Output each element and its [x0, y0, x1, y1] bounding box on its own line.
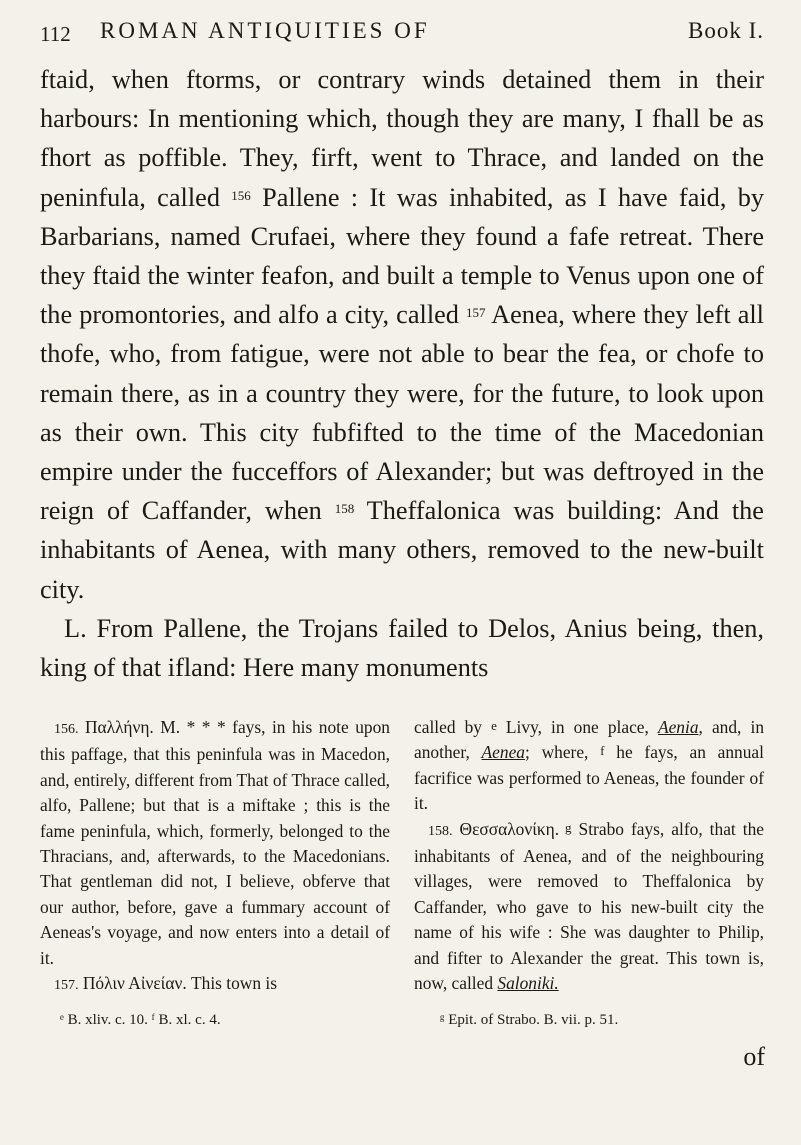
note-156 [40, 715, 390, 971]
footnote-ref-f: f [600, 743, 605, 759]
note-ref-158: 158 [334, 501, 355, 517]
greek-term: Παλλήνη. [85, 717, 154, 737]
text-run: Pallene : It was inhabited, as I have faid, by Barbarians, named Crufaei, where they found a fafe retreat. There they ftaid the winter feafon, and built a temple to Venus upon one of the promontories, and alfo a city, called [40, 182, 764, 330]
page-number: 112 [40, 22, 71, 46]
note-158 [414, 817, 764, 997]
notes-left-column [40, 715, 390, 998]
italic-term: Saloniki. [497, 973, 559, 994]
footnote-left: ᵉ B. xliv. c. 10. ᶠ B. xl. c. 4. [60, 1012, 221, 1028]
footnote-right: ᵍ Epit. of Strabo. B. vii. p. 51. [440, 1012, 619, 1028]
note-text: , and, in another, [414, 717, 765, 763]
note-number: 156. [54, 722, 79, 737]
footnote-ref-e: e [491, 718, 497, 733]
text-run: Theffalonica was building: And the inhabitants of Aenea, with many others, removed to the new-built city. [40, 496, 764, 604]
note-157-continued [414, 715, 764, 817]
running-title: ROMAN ANTIQUITIES OF [100, 18, 430, 43]
note-ref-157: 157 [466, 305, 486, 321]
main-text [40, 60, 764, 687]
note-text: M. * * * fays, in his note upon this paffage, that this peninfula was in Macedon, and, entirely, different from That of Thrace called, alfo, Pallene; but that is a miftake ; this is the fame peninfula, which, formerly, belonged to the Thracians, and, afterwards, to the Macedonians. That gentleman did not, I believe, obferve that our author, before, gave a fummary account of Aeneas's voyage, and now enters into a detail of it. [40, 717, 390, 968]
note-ref-156: 156 [231, 187, 251, 203]
greek-term: Πόλιν Αἰνείαν. [82, 973, 187, 994]
catchword: of [743, 1042, 765, 1071]
note-number: 157. [54, 978, 79, 994]
notes-right-column [414, 715, 764, 996]
paragraph-2: L. From Pallene, the Trojans failed to Delos, Anius being, then, king of that ifland: Here many monuments [40, 613, 764, 683]
note-text: This town is [186, 973, 278, 994]
page-header [40, 14, 764, 54]
italic-term: Aenea [481, 742, 525, 763]
book-label: Book I. [688, 18, 764, 43]
note-text: he fays, an annual facrifice was performed to Aeneas, the founder of it. [414, 742, 764, 814]
footnote-ref-g: g [559, 819, 572, 835]
note-text: called by [414, 717, 492, 737]
note-text: ; where, [525, 742, 601, 763]
note-number: 158. [428, 823, 453, 839]
text-run: Aenea, where they left all thofe, who, from fatigue, were not able to bear the fea, or chofe to remain there, as in a country they were, for the future, to look upon as their own. This city fubfifted to the time of the Macedonian empire under the fucceffors of Alexander; but was deftroyed in the reign of Caffander, when [40, 300, 764, 526]
note-text: Livy, in one place, [496, 717, 658, 737]
note-text: Strabo fays, alfo, that the inhabitants of Aenea, and of the neighbouring villages, were removed to Theffalonica by Caffander, who gave to his new-built city the name of his wife : She was daughter to Philip, and fifter to Alexander the great. This town is, now, called [414, 818, 765, 994]
greek-term: Θεσσαλονίκη. [459, 818, 560, 839]
note-157 [40, 971, 390, 998]
paragraph-1 [40, 60, 764, 609]
text-run: ftaid, when ftorms, or contrary winds detained them in their harbours: In mentioning which, though they are many, I fhall be as fhort as poffible. They, firft, went to Thrace, and landed on the peninfula, called [40, 65, 764, 212]
italic-term: Aenia [657, 717, 699, 737]
